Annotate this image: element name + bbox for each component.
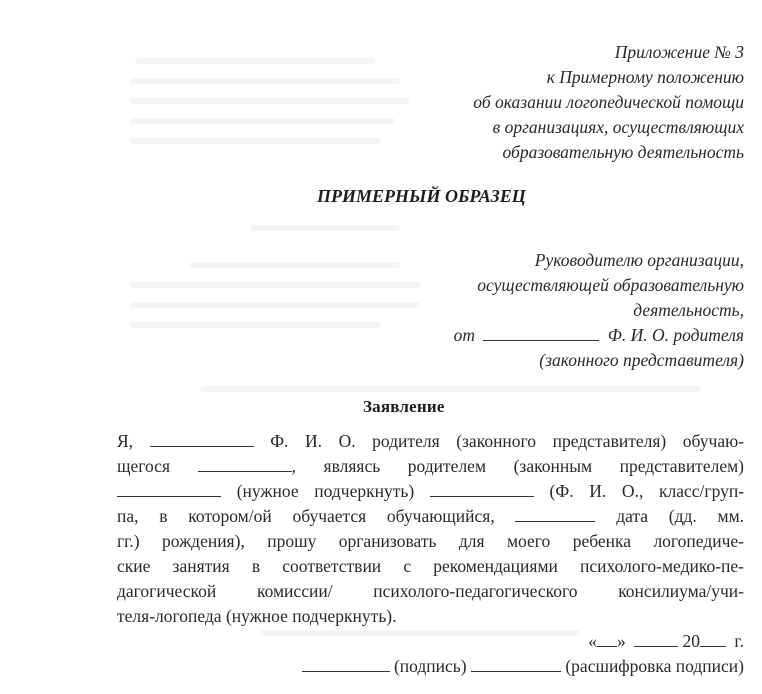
month-blank[interactable]	[634, 632, 678, 647]
signature-line	[302, 656, 744, 677]
addressee-line: Руководителю организации,	[534, 250, 744, 270]
body-line: ские занятия в соответствии с рекомендациями психолого-медико-пе-	[117, 556, 744, 576]
document-title: ПРИМЕРНЫЙ ОБРАЗЕЦ	[317, 186, 526, 206]
body-line: теля-логопеда (нужное подчеркнуть).	[117, 606, 397, 626]
body-text: , являясь родителем (законным представителем)	[291, 456, 744, 476]
body-text: (нужное подчеркнуть)	[236, 481, 415, 501]
addressee-line: осуществляющей образовательную	[477, 275, 744, 295]
close-quote: »	[617, 631, 626, 651]
addressee-line: деятельность,	[633, 300, 744, 320]
body-line	[117, 456, 744, 477]
signature-blank[interactable]	[302, 657, 390, 672]
year-blank[interactable]	[700, 632, 726, 647]
student-blank[interactable]	[198, 457, 292, 472]
appendix-line: к Примерному положению	[546, 67, 744, 87]
open-quote: «	[588, 631, 598, 651]
body-text: Я,	[117, 431, 134, 451]
signature-label: (подпись)	[393, 656, 467, 676]
body-text: Ф. И. О. родителя (законного представителя) обучаю-	[270, 431, 744, 451]
appendix-line: об оказании логопедической помощи	[473, 92, 744, 112]
addressee-from-line	[454, 325, 744, 346]
signature-decoding-blank[interactable]	[471, 657, 561, 672]
appendix-line: образовательную деятельность	[502, 142, 744, 162]
year-century: 20	[682, 631, 701, 651]
signature-decoding-label: (расшифровка подписи)	[565, 656, 744, 676]
body-line	[117, 431, 744, 452]
appendix-number: Приложение № 3	[614, 42, 744, 62]
relation-blank[interactable]	[117, 482, 221, 497]
body-line: дагогической комиссии/ психолого-педагогического консилиума/учи-	[117, 581, 744, 601]
body-line	[117, 506, 744, 527]
from-suffix: Ф. И. О. родителя	[607, 325, 744, 345]
addressee-line: (законного представителя)	[539, 350, 744, 370]
child-info-blank[interactable]	[430, 482, 534, 497]
body-text: щегося	[117, 456, 170, 476]
body-text: (Ф. И. О., класс/груп-	[549, 481, 745, 501]
birth-date-blank[interactable]	[515, 507, 595, 522]
year-suffix: г.	[734, 631, 744, 651]
body-line: гг.) рождения), прошу организовать для моего ребенка логопедиче-	[117, 531, 744, 551]
body-text: дата (дд. мм.	[616, 506, 745, 526]
appendix-line: в организациях, осуществляющих	[492, 117, 744, 137]
statement-heading: Заявление	[363, 397, 445, 416]
from-label: от	[453, 325, 476, 345]
body-line	[117, 481, 744, 502]
parent-name-blank[interactable]	[150, 432, 254, 447]
date-line	[588, 631, 744, 652]
body-text: па, в котором/ой обучается обучающийся,	[117, 506, 495, 526]
day-blank[interactable]	[597, 632, 617, 647]
parent-name-blank[interactable]	[483, 326, 599, 341]
